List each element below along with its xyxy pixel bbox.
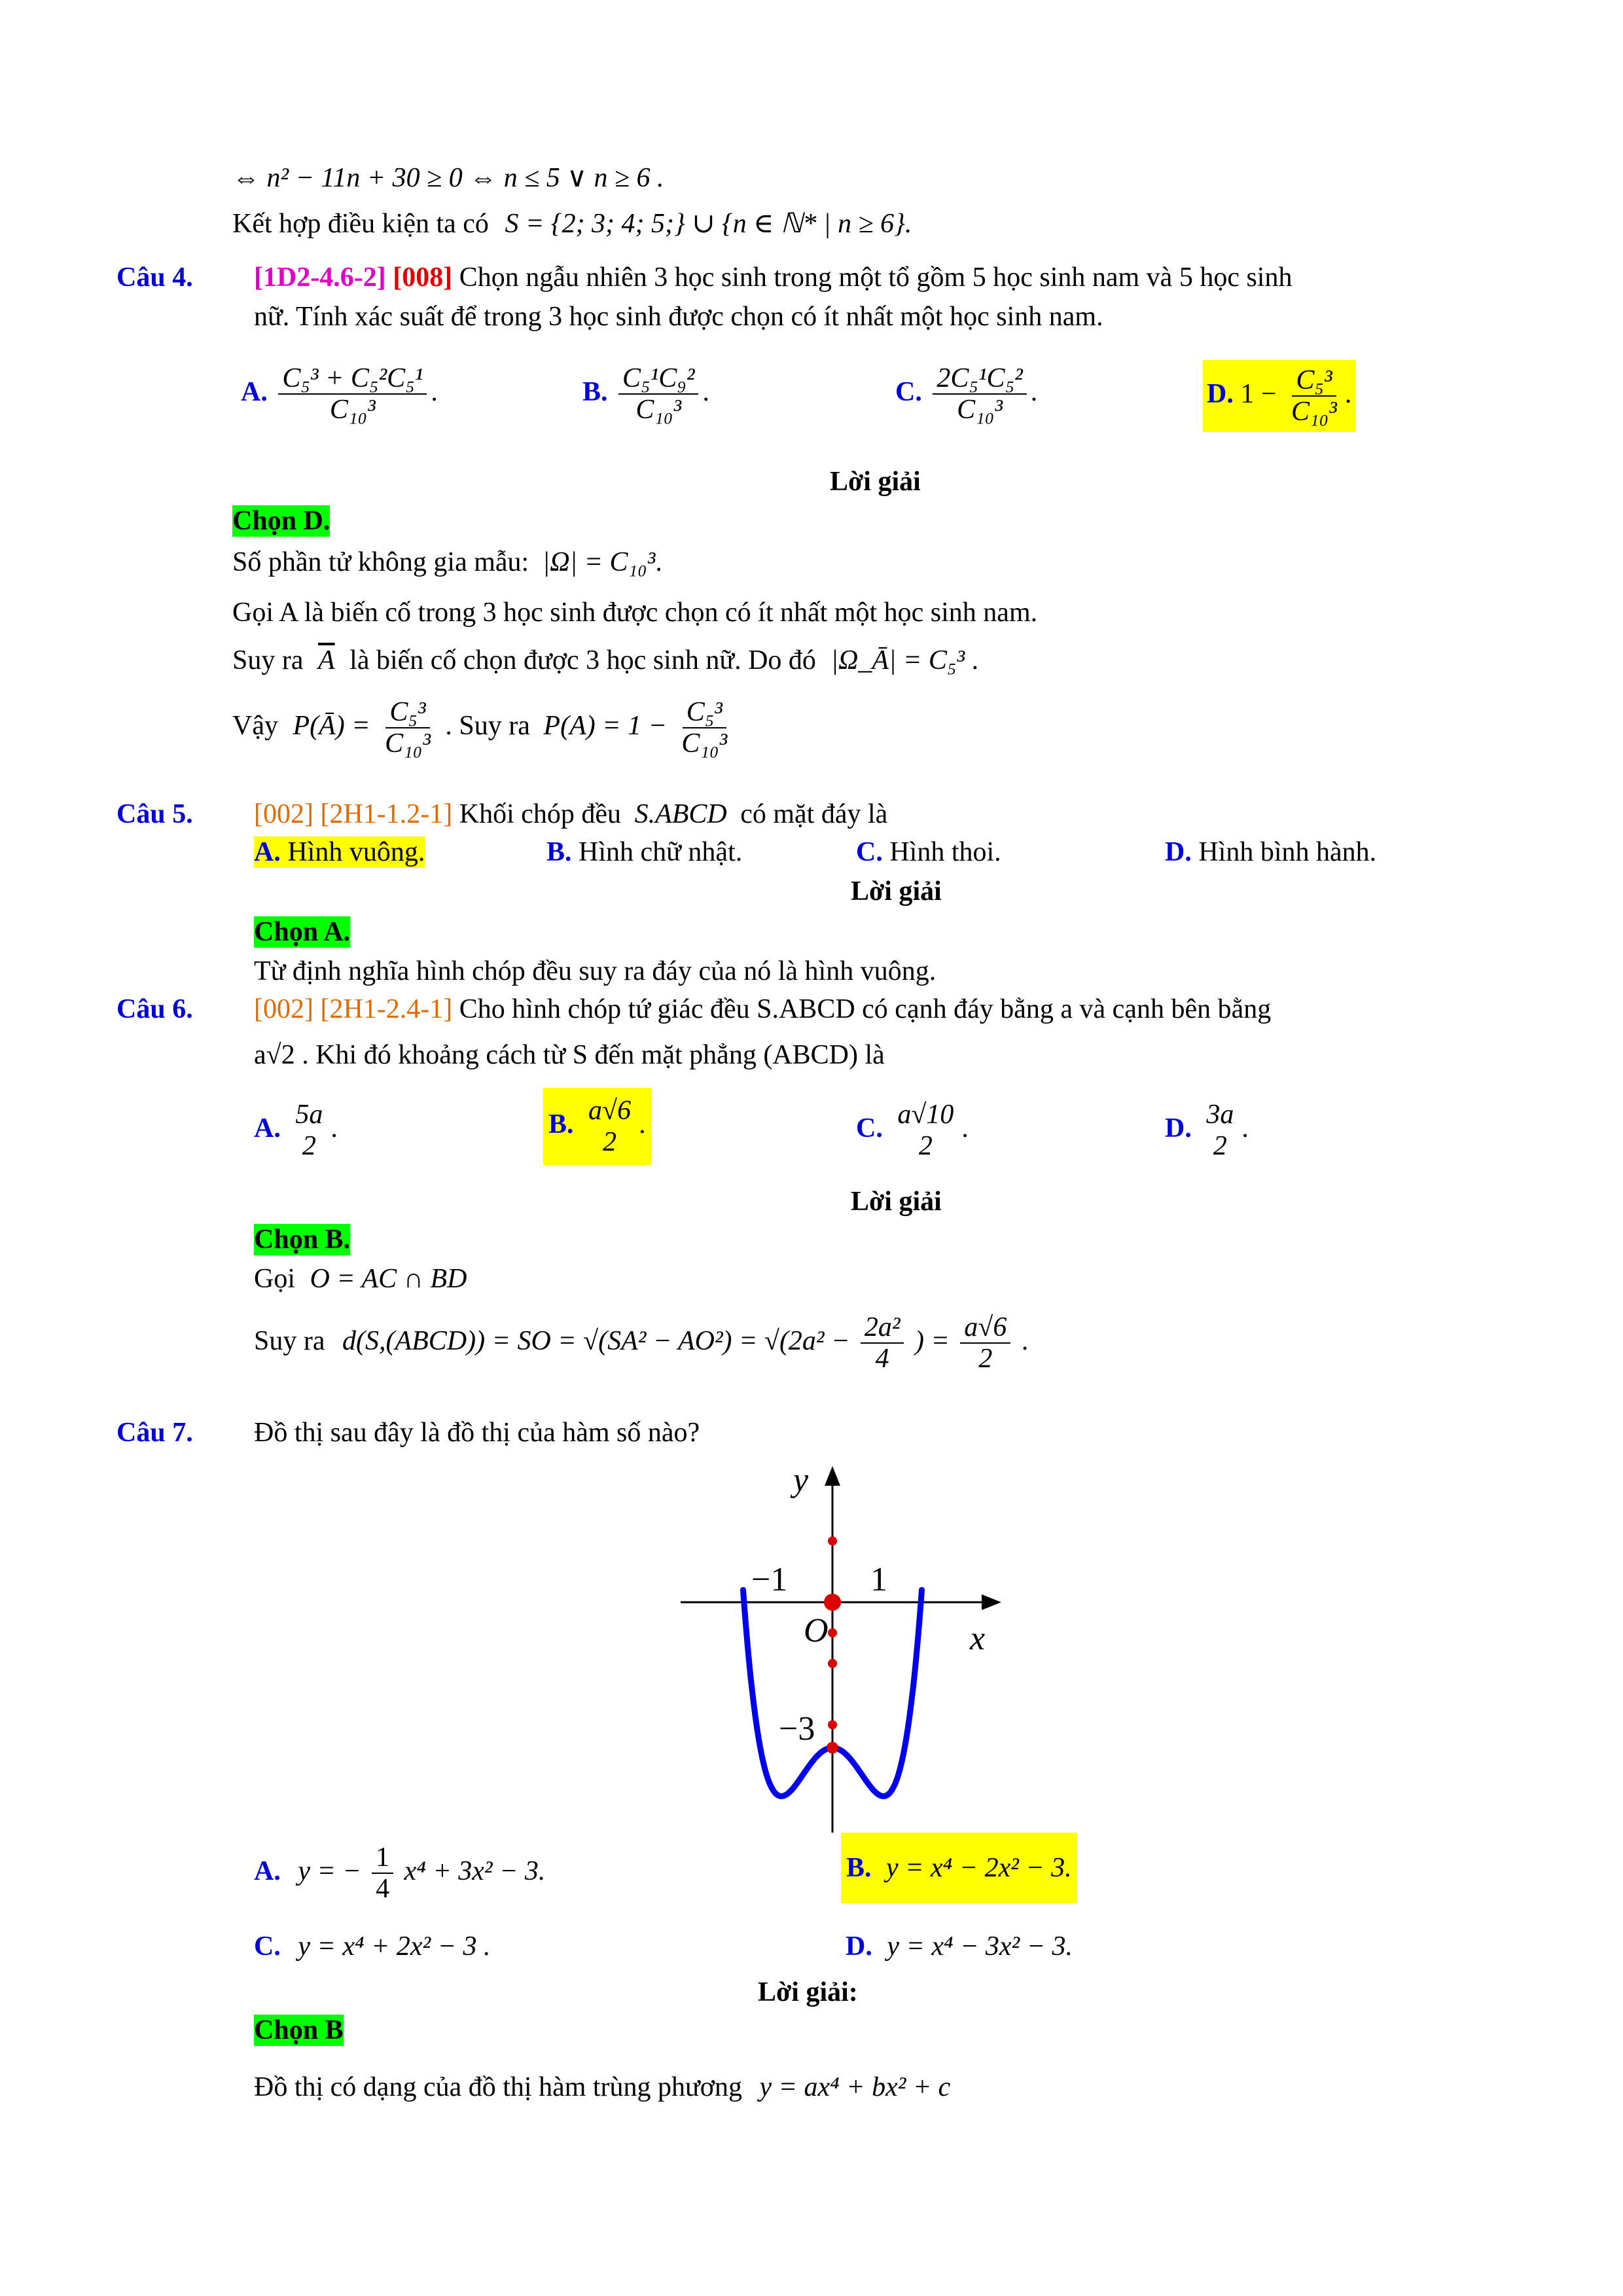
q4-sol-2: Gọi A là biến cố trong 3 học sinh được chọn có ít nhất một học sinh nam. <box>232 598 1038 628</box>
q6-option-d-den: 2 <box>1213 1131 1227 1162</box>
q5-option-c-text: Hình thoi. <box>889 837 1001 867</box>
intro-line-1: ⇔ n² − 11n + 30 ≥ 0 ⇔ n ≤ 5 ∨ n ≥ 6 . <box>232 163 664 193</box>
q6-tag-1: [002] <box>254 994 313 1024</box>
q5-option-c <box>856 836 1001 868</box>
q5-option-a-text: Hình vuông. <box>287 837 425 867</box>
q4-option-c-num: 2C₅¹C₅² <box>933 363 1026 395</box>
q7-option-d-label: D. <box>846 1931 872 1962</box>
q7-text: Đồ thị sau đây là đồ thị của hàm số nào? <box>254 1418 700 1448</box>
q7-option-a-den: 4 <box>376 1874 390 1905</box>
q7-option-b-label: B. <box>846 1853 872 1883</box>
q4-tag-2: [008] <box>393 262 453 293</box>
graph-label-neg1: −1 <box>751 1561 788 1598</box>
graph-label-y: y <box>793 1462 809 1499</box>
q6-option-b-label: B. <box>548 1109 574 1139</box>
q4-sol-4-prefix: Vậy <box>232 710 278 741</box>
q6-option-b-den: 2 <box>603 1127 617 1158</box>
q5-tag-1: [002] <box>254 799 313 829</box>
q6-label: Câu 6. <box>116 994 193 1024</box>
q5-option-b-text: Hình chữ nhật. <box>579 837 743 867</box>
q6-option-a-den: 2 <box>302 1131 316 1162</box>
q4-option-a-label: A. <box>241 376 268 407</box>
q5-solution-title: Lời giải <box>851 876 942 906</box>
q6-option-c-den: 2 <box>918 1131 933 1162</box>
q6-sol-2: Suy ra d(S,(ABCD)) = SO = √(SA² − AO²) = √(2a² − $\frac{\text{2a²}}{4}$ ) = $\frac{a√6}{2}$ . <box>254 1312 1029 1374</box>
q6-option-a: A. 5a 2 . <box>254 1100 338 1162</box>
graph-label-x: x <box>970 1620 986 1657</box>
q7-label: Câu 7. <box>116 1418 193 1448</box>
q6-text-line-1 <box>254 994 1271 1025</box>
q5-answer: Chọn A. <box>254 917 351 947</box>
q6-option-c: C. a√10 2 . <box>856 1100 969 1162</box>
q5-option-d-text: Hình bình hành. <box>1198 837 1377 867</box>
q6-answer: Chọn B. <box>254 1225 351 1255</box>
q6-option-d: D. 3a 2 . <box>1165 1100 1249 1162</box>
q7-option-c-label: C. <box>254 1931 281 1962</box>
q7-option-a-num: 1 <box>372 1842 393 1874</box>
q7-solution-title: Lời giải: <box>758 1977 858 2007</box>
q6-sol-1-math: O = AC ∩ BD <box>310 1264 467 1294</box>
q6-sol-2-num1: 2a² <box>861 1312 904 1344</box>
q5-text <box>254 798 887 830</box>
q7-option-c <box>254 1931 491 1962</box>
q7-option-a <box>254 1842 545 1904</box>
q6-solution-title: Lời giải <box>851 1187 942 1217</box>
q4-solution-title: Lời giải <box>830 467 921 497</box>
q4-sol-1-prefix: Số phần tử không gia mẫu: <box>232 547 529 577</box>
q7-answer: Chọn B <box>254 2015 344 2045</box>
q4-answer: Chọn D. <box>232 506 330 536</box>
q7-option-c-text: y = x⁴ + 2x² − 3 . <box>298 1931 491 1962</box>
q7-graph <box>668 1460 1008 1839</box>
q4-text-1: Chọn ngẫu nhiên 3 học sinh trong một tổ gồm 5 học sinh nam và 5 học sinh <box>459 262 1293 293</box>
q6-tag-2: [2H1-2.4-1] <box>320 994 453 1024</box>
q4-sol-4-p2: P(A) = 1 − <box>543 710 667 741</box>
x-axis-arrow <box>982 1594 1001 1610</box>
q6-sol-2-math: d(S,(ABCD)) = SO = √(SA² − AO²) = √(2a² − <box>342 1325 850 1356</box>
q7-option-a-label: A. <box>254 1856 281 1886</box>
q4-sol-4-den1: C₁₀³ <box>385 728 431 759</box>
q5-text-math: S.ABCD <box>634 799 727 829</box>
q6-option-b: B. a√6 2 . <box>543 1088 651 1165</box>
q4-sol-3-prefix: Suy ra <box>232 645 304 675</box>
q4-sol-1-math: |Ω| = C₁₀³ <box>542 547 656 577</box>
q6-option-b-num: a√6 <box>588 1096 632 1126</box>
q4-option-d: D. 1 − $\frac{\text{C₅³}}{\text{C₁₀³}}$ . <box>1203 360 1355 432</box>
q4-sol-4-den2: C₁₀³ <box>681 728 728 759</box>
graph-label-neg3: −3 <box>779 1710 815 1748</box>
q4-option-d-num: C₅³ <box>1292 365 1336 397</box>
q4-option-b-label: B. <box>582 376 608 407</box>
graph-label-origin: O <box>804 1612 829 1649</box>
q7-option-a-post: x⁴ + 3x² − 3. <box>404 1856 546 1886</box>
q4-option-d-den: C₁₀³ <box>1291 397 1337 427</box>
q4-sol-3-abar: $\overline{A}$ <box>318 645 335 675</box>
y-tick-dot-neg1 <box>828 1628 837 1638</box>
q5-option-b-label: B. <box>546 837 572 867</box>
y-intercept-dot <box>827 1742 838 1753</box>
q6-sol-2-num2: a√6 <box>960 1312 1010 1344</box>
q4-option-c: C. $\frac{\text{2C₅¹C₅²}}{\text{C₁₀³}}$ . <box>895 363 1038 425</box>
q5-tag-2: [2H1-1.2-1] <box>320 799 453 829</box>
q6-option-c-num: a√10 <box>897 1100 954 1130</box>
q6-sol-2-eq: ) = <box>914 1325 950 1356</box>
y-axis-arrow <box>825 1466 840 1486</box>
q4-sol-1: Số phần tử không gia mẫu: |Ω| = C₁₀³. <box>232 547 662 577</box>
q5-sol-1: Từ định nghĩa hình chóp đều suy ra đáy của nó là hình vuông. <box>254 956 936 986</box>
q7-option-b <box>841 1833 1077 1903</box>
graph-axes <box>681 1466 1001 1833</box>
intro-line-2-math: S = {2; 3; 4; 5;} ∪ {n ∈ ℕ* | n ≥ 6}. <box>505 209 912 239</box>
q6-text-2: a√2 . Khi đó khoảng cách từ S đến mặt phẳng (ABCD) là <box>254 1040 885 1070</box>
q4-sol-4-num1: C₅³ <box>385 697 429 728</box>
q5-option-a-label: A. <box>254 837 281 867</box>
q5-option-d <box>1165 836 1376 868</box>
q5-option-a <box>254 836 425 868</box>
q7-sol-1 <box>254 2072 950 2103</box>
q6-sol-2-den1: 4 <box>875 1344 889 1374</box>
q4-sol-4-p1: P(Ā) = <box>293 710 370 741</box>
q5-option-c-label: C. <box>856 837 883 867</box>
q4-text-line-1 <box>254 262 1292 293</box>
y-tick-dot-neg3 <box>828 1720 837 1729</box>
q4-tag-1: [1D2-4.6-2] <box>254 262 386 293</box>
q6-sol-2-prefix: Suy ra <box>254 1325 325 1356</box>
q6-option-a-label: A. <box>254 1113 281 1143</box>
q7-option-d-text: y = x⁴ − 3x² − 3. <box>887 1931 1073 1962</box>
intro-line-2 <box>232 208 912 240</box>
q7-sol-1-math: y = ax⁴ + bx² + c <box>759 2072 951 2102</box>
q6-option-d-num: 3a <box>1206 1100 1234 1130</box>
q4-option-b-num: C₅¹C₉² <box>618 363 698 395</box>
y-tick-dot-neg2 <box>828 1659 837 1668</box>
q4-option-a-den: C₁₀³ <box>329 395 376 425</box>
q4-option-c-den: C₁₀³ <box>957 395 1003 425</box>
q4-option-d-label: D. <box>1207 378 1234 409</box>
q6-option-c-label: C. <box>856 1113 883 1143</box>
q4-sol-3-math: |Ω_Ā| = C₅³ <box>830 645 965 675</box>
q4-sol-4-num2: C₅³ <box>683 697 726 728</box>
q7-option-d <box>846 1931 1073 1962</box>
q6-text-1: Cho hình chóp tứ giác đều S.ABCD có cạnh đáy bằng a và cạnh bên bằng <box>459 994 1272 1024</box>
intro-line-2-prefix: Kết hợp điều kiện ta có <box>232 209 489 239</box>
q6-sol-1 <box>254 1263 467 1295</box>
q5-option-b <box>546 836 742 868</box>
q4-label: Câu 4. <box>116 262 193 293</box>
q6-sol-1-prefix: Gọi <box>254 1264 295 1294</box>
q4-sol-4-mid: . Suy ra <box>445 710 530 741</box>
q5-text-pre: Khối chóp đều <box>459 799 622 829</box>
q5-label: Câu 5. <box>116 799 193 829</box>
q4-option-d-pre: 1 − <box>1240 378 1277 409</box>
q4-text-2: nữ. Tính xác suất để trong 3 học sinh được chọn có ít nhất một học sinh nam. <box>254 302 1103 332</box>
graph-label-pos1: 1 <box>870 1561 887 1598</box>
origin-dot <box>824 1594 841 1611</box>
q4-option-c-label: C. <box>895 376 922 407</box>
q6-sol-2-den2: 2 <box>978 1344 993 1374</box>
q5-option-d-label: D. <box>1165 837 1192 867</box>
q6-option-a-num: 5a <box>295 1100 323 1130</box>
q4-option-a-num: C₅³ + C₅²C₅¹ <box>278 363 427 395</box>
y-tick-dot-1 <box>828 1536 837 1545</box>
q4-option-b-den: C₁₀³ <box>635 395 682 425</box>
q4-sol-3: Suy ra $\overline{A}$ là biến cố chọn được 3 học sinh nữ. Do đó |Ω_Ā| = C₅³ . <box>232 645 979 675</box>
q4-sol-3-mid: là biến cố chọn được 3 học sinh nữ. Do đó <box>349 645 816 675</box>
q4-option-b: B. $\frac{\text{C₅¹C₉²}}{\text{C₁₀³}}$ . <box>582 363 709 425</box>
q7-option-a-pre: y = − <box>298 1856 361 1886</box>
q7-sol-1-prefix: Đồ thị có dạng của đồ thị hàm trùng phương <box>254 2072 743 2102</box>
q4-option-a: A. $\frac{\text{C₅³ + C₅²C₅¹}}{\text{C₁₀³}}$ . <box>241 363 438 425</box>
q4-sol-4 <box>232 697 735 759</box>
q7-option-b-text: y = x⁴ − 2x² − 3. <box>886 1853 1072 1883</box>
q5-text-post: có mặt đáy là <box>740 799 888 829</box>
q6-option-d-label: D. <box>1165 1113 1192 1143</box>
